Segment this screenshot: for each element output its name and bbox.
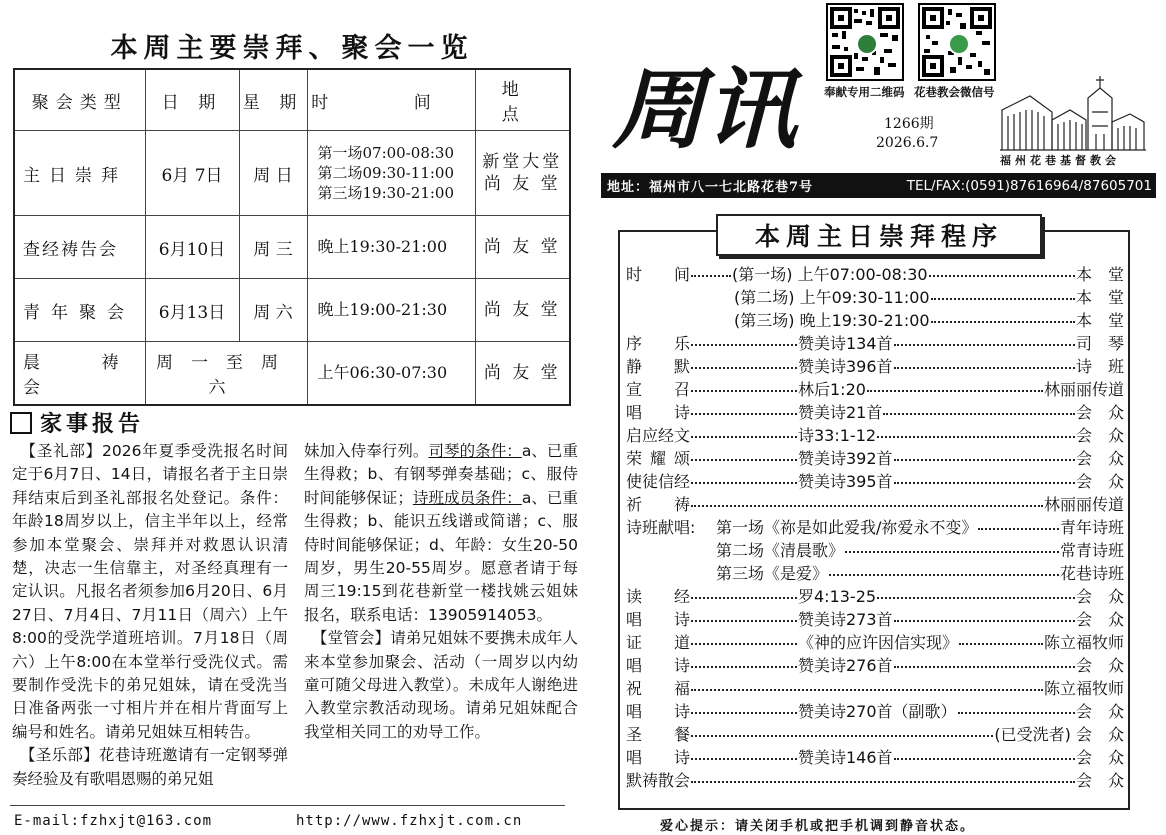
service-item [626,561,1124,584]
service-item-leader: 司 琴 [1075,334,1124,353]
checkbox-square-icon [10,412,32,434]
dot-leader [894,481,1075,484]
news-text: 请弟兄姐妹不要携未成年人来本堂参加聚会、活动（一周岁以内幼童可随父母进入教堂）。未成年人谢绝进入教堂宗教活动现场。请弟兄姐妹配合我堂相关同工的劝导工作。 [304,629,578,741]
news-dept-label: 【圣礼部】 [28,442,102,460]
meeting-weekday: 周 三 [239,216,307,279]
qr-caption-donation: 奉献专用二维码 [824,85,905,99]
news-text: a、已重生得救；b、有钢琴弹奏基础；c、服侍时间能够保证； [304,442,578,507]
meeting-date: 6月10日 [145,216,239,279]
news-column-2 [304,440,578,744]
service-item-name: 祝 福 [626,679,690,698]
service-item-name: 荣耀颂 [626,449,690,468]
dot-leader [691,412,797,415]
website-link[interactable]: http://www.fzhxjt.com.cn [296,813,523,829]
dot-leader [978,527,1059,530]
service-item [626,262,1124,285]
col-header-location: 地 点 [475,69,570,131]
dot-leader [959,642,1043,645]
meeting-date: 周一至周六 [145,342,307,406]
meeting-weekday: 周 六 [239,279,307,342]
news-heading [10,407,144,438]
service-item-leader: 陈立福牧师 [1043,633,1124,652]
meeting-weekday: 周 日 [239,131,307,216]
masthead-title: 周讯 [612,57,797,161]
service-item-leader: 会 众 [1075,403,1124,422]
dot-leader [691,435,797,438]
dot-leader [691,481,797,484]
address-bar [601,173,1156,198]
service-item-name: 序 乐 [626,334,690,353]
dot-leader [829,573,1059,576]
service-item-leader: 会 众 [1075,449,1124,468]
dot-leader [691,688,1043,691]
service-item-detail: 罗4:13-25 [798,587,877,606]
service-item-leader: 青年诗班 [1059,518,1124,537]
dot-leader [894,343,1075,346]
dot-leader [691,343,797,346]
service-item [626,768,1124,791]
service-item-name: 诗班献唱: [626,518,696,537]
service-item-leader: (已受洗者) 会 众 [994,725,1124,744]
dot-leader [877,435,1075,438]
col-header-time: 时 间 [307,69,475,131]
news-text: 妹加入侍奉行列。 [304,442,429,460]
service-item-leader: 会 众 [1075,748,1124,767]
qr-logo-icon [948,33,970,55]
news-text: 花巷诗班邀请有一定钢琴弹奏经验及有歌唱恩赐的弟兄姐 [12,746,288,788]
table-row [14,216,570,279]
service-item-leader: 本 堂 [1075,288,1124,307]
news-dept-label: 【圣乐部】 [27,746,99,765]
email-link[interactable]: E-mail:fzhxjt@163.com [14,813,213,829]
service-item-detail: 赞美诗21首 [798,403,883,422]
service-order-list [626,262,1124,791]
schedule-title: 本周主要崇拜、聚会一览 [110,33,474,64]
issue-number: 1266期 [884,116,934,132]
meeting-type: 查经祷告会 [14,216,145,279]
dot-leader [691,642,797,645]
table-row [14,279,570,342]
meeting-location: 尚 友 堂 [475,342,570,406]
service-item-name: 圣 餐 [626,725,690,744]
service-item [626,446,1124,469]
service-item-leader: 会 众 [1075,702,1124,721]
service-item-name: 宣 召 [626,380,690,399]
col-header-type: 聚会类型 [14,69,145,131]
service-item-detail: 诗33:1-12 [798,426,877,445]
service-item-leader: 会 众 [1075,472,1124,491]
issue-date: 2026.6.7 [876,135,939,151]
phone-fax-text: TEL/FAX:(0591)87616964/87605701 [906,177,1152,194]
dot-leader [691,596,797,599]
time-slot: 第一场07:00-08:30 [317,144,455,162]
dot-leader [931,297,1075,300]
service-item [626,331,1124,354]
dot-leader [691,504,1043,507]
meeting-type: 主日崇拜 [14,131,145,216]
service-item-name: 证 道 [626,633,690,652]
service-order-title: 本周主日崇拜程序 [716,214,1042,256]
service-item-name: 唱 诗 [626,610,690,629]
dot-leader [894,665,1075,668]
dot-leader [691,665,797,668]
service-item [626,492,1124,515]
service-item [626,538,1124,561]
footer-divider [10,805,565,806]
service-item [626,699,1124,722]
qr-code-donation [826,3,904,81]
service-item-detail: 赞美诗392首 [798,449,893,468]
meeting-location [475,131,570,216]
dot-leader [691,734,993,737]
schedule-table [13,68,571,406]
qr-caption-wechat: 花巷教会微信号 [914,85,995,99]
service-item-leader: 会 众 [1075,656,1124,675]
service-item-leader: 会 众 [1075,587,1124,606]
meeting-date: 6月 7日 [145,131,239,216]
address-text: 地址：福州市八一七北路花巷7号 [607,180,814,195]
service-item-detail: (第三场) 晚上19:30-21:00 [734,311,930,330]
service-item-name: 静 默 [626,357,690,376]
service-item-name: 唱 诗 [626,702,690,721]
qr-code-wechat [918,3,996,81]
meeting-location: 尚 友 堂 [475,216,570,279]
news-paragraph [12,440,288,744]
service-item [626,285,1124,308]
service-item-leader: 常青诗班 [1059,541,1124,560]
meeting-times: 晚上19:00-21:30 [307,279,475,342]
piano-conditions-label: 司琴的条件： [428,442,522,460]
dot-leader [883,412,1075,415]
location-line: 尚 友 堂 [483,174,561,194]
dot-leader [691,389,797,392]
dot-leader [877,596,1075,599]
dot-leader [691,366,797,369]
service-item-leader: 林丽丽传道 [1043,495,1124,514]
service-item-detail: 赞美诗276首 [798,656,893,675]
dot-leader [691,780,1075,783]
meeting-type: 青年聚会 [14,279,145,342]
service-item-leader: 本 堂 [1075,265,1124,284]
service-item-name: 使徒信经 [626,472,691,491]
choir-conditions-label: 诗班成员条件： [412,488,522,507]
service-item-name: 唱 诗 [626,748,690,767]
location-line: 新堂大堂 [482,152,563,172]
phone-notice: 爱心提示：请关闭手机或把手机调到静音状态。 [660,819,976,834]
service-item [626,722,1124,745]
service-item-name: 唱 诗 [626,656,690,675]
qr-logo-icon [856,33,878,55]
service-item-leader: 林丽丽传道 [1043,380,1124,399]
service-item [626,607,1124,630]
meeting-location: 尚 友 堂 [475,279,570,342]
service-item-detail: 《神的应许因信实现》 [798,633,959,652]
col-header-weekday: 星 期 [239,69,307,131]
time-slot: 第二场09:30-11:00 [317,164,455,182]
service-item-detail: 林后1:20 [798,380,866,399]
meeting-date: 6月13日 [145,279,239,342]
service-item [626,377,1124,400]
service-item-leader: 诗 班 [1075,357,1124,376]
meeting-type: 晨祷会 [14,342,145,406]
service-item [626,423,1124,446]
news-text: 2026年夏季受洗报名时间定于6月7日、14日，请报名者于主日崇拜结束后到圣礼部报名处登记。条件：年龄18周岁以上，信主半年以上，经常参加本堂聚会、崇拜并对救恩认识清楚，决志一生信靠主，对圣经真理有一定认识。凡报名者须参加6月20日、6月27日、7月4日、7月11日（周六）上午8:00的受洗学道班培训。7月18日（周六）上午8:00在本堂举行受洗仪式。需要制作受洗卡的弟兄姐妹，请在受洗当日准备两张一寸相片并在相片背面写上编号和姓名。请弟兄姐妹互相转告。 [12,442,288,741]
service-item [626,308,1124,331]
service-item-leader: 陈立福牧师 [1043,679,1124,698]
dot-leader [691,458,797,461]
table-row [14,131,570,216]
service-item [626,676,1124,699]
service-item-name: 默祷散会 [626,771,691,790]
service-item-name: 启应经文 [626,426,691,445]
dot-leader [845,550,1059,553]
service-item-detail: 第三场《是爱》 [716,564,829,583]
dot-leader [929,274,1075,277]
time-slot: 第三场19:30-21:00 [317,184,455,202]
service-item [626,653,1124,676]
news-paragraph [304,440,578,627]
dot-leader [894,619,1075,622]
news-heading-text: 家事报告 [40,411,145,437]
dot-leader [867,389,1043,392]
meeting-times: 上午06:30-07:30 [307,342,475,406]
service-item-name: 读 经 [626,587,690,606]
schedule-header-row [14,69,570,131]
col-header-date: 日 期 [145,69,239,131]
service-item [626,745,1124,768]
service-item-name: 唱 诗 [626,403,690,422]
dot-leader [894,458,1075,461]
table-row [14,342,570,406]
service-item-detail: (第一场) 上午07:00-08:30 [732,265,928,284]
service-item-leader: 会 众 [1075,771,1124,790]
service-item-detail: 赞美诗395首 [798,472,893,491]
service-item-detail: 赞美诗146首 [798,748,893,767]
news-text: a、已重生得救；b、能识五线谱或简谱；c、服侍时间能够保证；d、年龄：女生20-50周岁，男生20-55周岁。愿意者请于每周三19:15到花巷新堂一楼找姚云姐妹报名，联系电话：13905914053。 [304,488,578,624]
service-item [626,584,1124,607]
service-item [626,630,1124,653]
dot-leader [931,320,1075,323]
service-item-detail: 赞美诗270首（副歌） [798,702,957,721]
service-item-detail: 赞美诗134首 [798,334,893,353]
dot-leader [691,711,797,714]
service-item [626,400,1124,423]
meeting-times: 晚上19:30-21:00 [307,216,475,279]
service-item-name: 祈 祷 [626,495,690,514]
service-item-leader: 花巷诗班 [1059,564,1124,583]
church-building-icon [1000,72,1146,152]
service-item [626,469,1124,492]
service-item-detail: (第二场) 上午09:30-11:00 [734,288,930,307]
service-item-leader: 会 众 [1075,610,1124,629]
news-paragraph [12,744,288,791]
dot-leader [894,757,1075,760]
service-item-detail: 第一场《祢是如此爱我/祢爱永不变》 [716,518,978,537]
service-item-name: 时 间 [626,265,690,284]
dot-leader [894,366,1075,369]
dot-leader [691,757,797,760]
dot-leader [958,711,1075,714]
service-item-detail: 第二场《清晨歌》 [716,541,845,560]
church-name: 福州花巷基督教会 [1000,154,1120,167]
service-item-leader: 本 堂 [1075,311,1124,330]
news-column-1 [12,440,288,791]
news-dept-label: 【堂管会】 [319,629,391,648]
service-item-detail: 赞美诗396首 [798,357,893,376]
service-item-leader: 会 众 [1075,426,1124,445]
service-item [626,515,1124,538]
news-paragraph [304,627,578,744]
service-item [626,354,1124,377]
dot-leader [691,619,797,622]
dot-leader [691,274,731,277]
meeting-times [307,131,475,216]
service-item-detail: 赞美诗273首 [798,610,893,629]
